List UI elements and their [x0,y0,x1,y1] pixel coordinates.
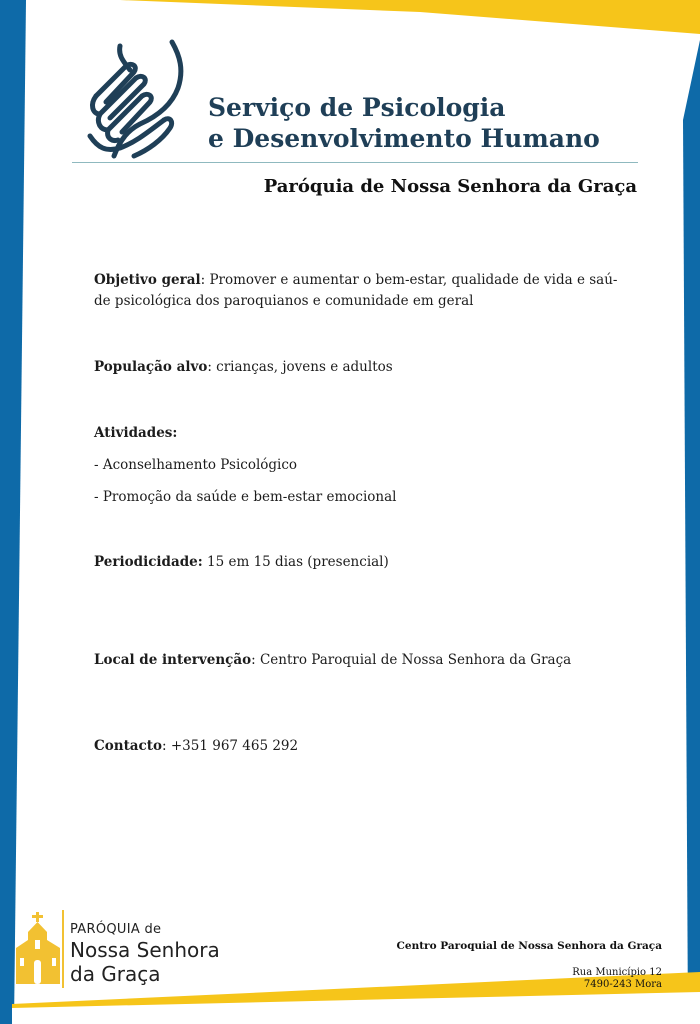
atividades-item: - Promoção da saúde e bem-estar emocional [94,489,397,505]
service-title-line1: Serviço de Psicologia [208,93,506,122]
local-label: Local de intervenção [94,652,252,668]
parish-title: Paróquia de Nossa Senhora da Graça [263,176,637,197]
local-text: : Centro Paroquial de Nossa Senhora da Graça [251,652,572,668]
right-blue-band [683,40,700,1024]
periodicidade-section [94,552,642,573]
local-section [94,650,642,671]
contacto-label: Contacto [94,738,163,754]
objetivo-text-line1: : Promover e aumentar o bem-estar, qualidade de vida e saú- [200,272,618,288]
footer-parish-line1: Nossa Senhora [70,938,220,962]
atividades-label: Atividades: [94,425,178,441]
footer-parish-small: PARÓQUIA de [70,922,162,937]
church-icon [14,908,66,990]
footer-address-line1: Rua Município 12 [572,967,662,978]
hands-holding-icon [84,36,194,164]
objetivo-label: Objetivo geral [94,272,201,288]
populacao-section [94,357,642,378]
left-blue-band [0,0,26,1024]
contacto-section [94,736,642,757]
atividades-section [94,423,642,444]
populacao-text: : crianças, jovens e adultos [207,359,393,375]
objetivo-text-line2: de psicológica dos paroquianos e comunidade em geral [94,293,474,309]
footer-parish-line2: da Graça [70,962,161,986]
footer-address-line2: 7490-243 Mora [583,979,662,990]
footer-parish-logo-text [70,922,220,986]
populacao-label: População alvo [94,359,208,375]
objetivo-section [94,270,642,312]
atividades-item: - Aconselhamento Psicológico [94,457,298,473]
periodicidade-label: Periodicidade: [94,554,203,570]
footer-address [572,967,662,991]
footer-center-name: Centro Paroquial de Nossa Senhora da Graça [396,940,662,952]
periodicidade-text: 15 em 15 dias (presencial) [202,554,389,570]
contacto-text: : +351 967 465 292 [162,738,299,754]
service-title-line2: e Desenvolvimento Humano [208,124,600,153]
service-title [208,92,678,154]
header-divider [72,162,638,163]
top-yellow-band [0,0,700,34]
